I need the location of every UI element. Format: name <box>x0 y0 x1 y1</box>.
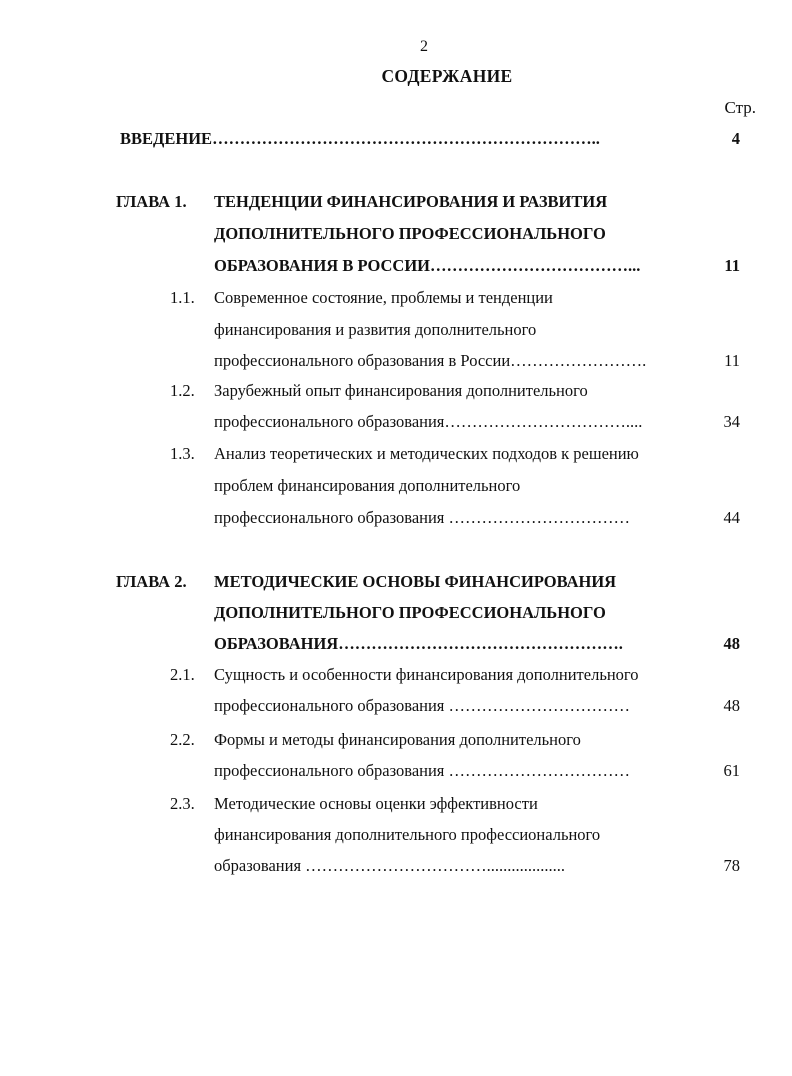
section-title-line[interactable] <box>214 349 646 373</box>
section-number: 1.2. <box>170 381 195 400</box>
section-page: 78 <box>723 856 740 875</box>
section-number: 2.1. <box>170 665 195 684</box>
chapter-1-page: 11 <box>724 256 740 275</box>
section-page: 44 <box>723 508 740 527</box>
section-title-end: профессионального образования <box>214 696 445 715</box>
section-number: 2.2. <box>170 730 195 749</box>
section-title-line[interactable] <box>214 694 630 718</box>
leader-dots: …………………………………………………………….. <box>212 129 600 148</box>
section-title-line[interactable]: Сущность и особенности финансирования дополнительного <box>214 665 639 684</box>
chapter-1-title-line[interactable] <box>214 254 640 278</box>
chapter-2-page: 48 <box>723 634 740 653</box>
section-number: 1.1. <box>170 288 195 307</box>
leader-dots: ………………………………... <box>430 256 641 275</box>
page-column-label: Стр. <box>724 98 756 117</box>
chapter-1-label: ГЛАВА 1. <box>116 192 187 211</box>
section-title-end: образования <box>214 856 302 875</box>
section-title-end: профессионального образования <box>214 761 445 780</box>
toc-intro-title: ВВЕДЕНИЕ <box>120 129 213 148</box>
page-title: СОДЕРЖАНИЕ <box>381 66 513 86</box>
leader-dots: …………………………… <box>444 761 631 780</box>
chapter-2-title-end: ОБРАЗОВАНИЯ <box>214 634 339 653</box>
section-title-line[interactable]: Формы и методы финансирования дополнительного <box>214 730 581 749</box>
toc-intro-page: 4 <box>731 129 740 148</box>
section-title-line[interactable]: Зарубежный опыт финансирования дополнительного <box>214 381 588 400</box>
section-title-end: профессионального образования в России <box>214 351 511 370</box>
section-title-line[interactable] <box>214 759 630 783</box>
section-title-line[interactable]: проблем финансирования дополнительного <box>214 476 521 495</box>
section-page: 61 <box>723 761 740 780</box>
leader-dots: ……………………………................... <box>301 856 566 875</box>
section-title-line[interactable] <box>214 506 630 530</box>
leader-dots: …………………………… <box>444 508 631 527</box>
chapter-2-title-line[interactable]: ДОПОЛНИТЕЛЬНОГО ПРОФЕССИОНАЛЬНОГО <box>214 603 606 622</box>
leader-dots: …………………………… <box>444 696 631 715</box>
leader-dots: …………………………….... <box>444 412 643 431</box>
page-number: 2 <box>420 38 428 55</box>
toc-intro-entry[interactable] <box>120 127 710 151</box>
section-title-end: профессионального образования <box>214 412 445 431</box>
chapter-2-title-line[interactable]: МЕТОДИЧЕСКИЕ ОСНОВЫ ФИНАНСИРОВАНИЯ <box>214 572 617 591</box>
section-page: 34 <box>723 412 740 431</box>
section-page: 48 <box>723 696 740 715</box>
section-number: 2.3. <box>170 794 195 813</box>
section-title-line[interactable]: Современное состояние, проблемы и тенденции <box>214 288 553 307</box>
leader-dots: ……………………………………………. <box>338 634 623 653</box>
section-title-line[interactable]: финансирования дополнительного профессионального <box>214 825 601 844</box>
chapter-2-title-line[interactable] <box>214 632 623 656</box>
chapter-1-title-end: ОБРАЗОВАНИЯ В РОССИИ <box>214 256 430 275</box>
section-title-end: профессионального образования <box>214 508 445 527</box>
section-title-line[interactable] <box>214 410 642 434</box>
section-title-line[interactable]: финансирования и развития дополнительного <box>214 320 537 339</box>
section-title-line[interactable]: Анализ теоретических и методических подходов к решению <box>214 444 639 463</box>
section-title-line[interactable]: Методические основы оценки эффективности <box>214 794 538 813</box>
chapter-2-label: ГЛАВА 2. <box>116 572 187 591</box>
chapter-1-title-line[interactable]: ТЕНДЕНЦИИ ФИНАНСИРОВАНИЯ И РАЗВИТИЯ <box>214 192 608 211</box>
leader-dots: ……………………. <box>510 351 647 370</box>
section-page: 11 <box>724 351 740 370</box>
section-number: 1.3. <box>170 444 195 463</box>
chapter-1-title-line[interactable]: ДОПОЛНИТЕЛЬНОГО ПРОФЕССИОНАЛЬНОГО <box>214 224 606 243</box>
section-title-line[interactable] <box>214 854 565 878</box>
